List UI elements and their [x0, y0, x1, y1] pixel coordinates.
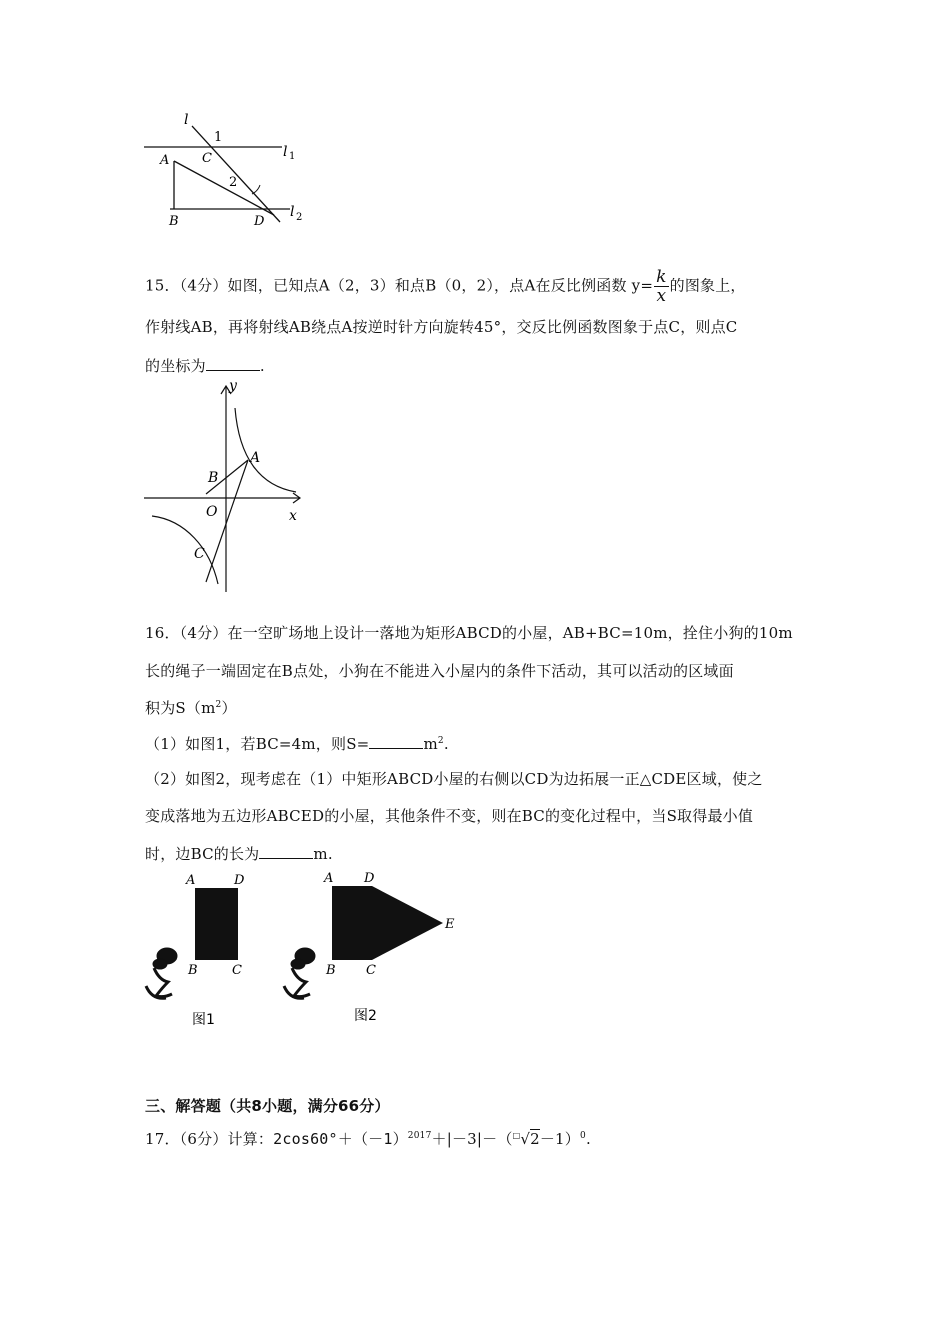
section-3-heading: 三、解答题（共8小题，满分66分）	[145, 1097, 390, 1115]
q16-part1-unit: m	[423, 735, 438, 753]
q16-part2-line3	[145, 843, 333, 864]
q15-line3	[145, 355, 265, 376]
fig14-label-2: 2	[229, 175, 238, 190]
q17-exponent: 2017	[407, 1131, 432, 1141]
fig15-label-C: C	[194, 546, 205, 562]
q16-part1-end: .	[443, 735, 449, 753]
fraction-denominator: x	[656, 286, 667, 306]
fig15-label-B: B	[208, 470, 219, 486]
q16-line1: 16．（4分）在一空旷场地上设计一落地为矩形ABCD的小屋，AB+BC=10m，拴住小狗的10m	[145, 624, 793, 642]
fig1-caption: 图1	[192, 1012, 215, 1028]
fig14-label-1: 1	[214, 130, 223, 145]
fig14-label-A: A	[160, 153, 170, 168]
fig15-axis-x: x	[289, 508, 297, 524]
q15-line3-end: .	[259, 357, 265, 375]
q17-radicand: 2	[530, 1130, 540, 1148]
fig1-label-D: D	[234, 873, 245, 888]
dog-icon	[146, 948, 177, 998]
q17-root-index: □	[512, 1131, 521, 1140]
q17-expr3: －1）	[539, 1130, 581, 1148]
q17-expr2: ＋|－3|－（	[431, 1130, 513, 1148]
figure-hyperbola	[140, 378, 310, 600]
fraction-k-over-x	[654, 268, 669, 305]
fig14-label-l1: l	[283, 144, 288, 160]
q16-line3-end: ）	[221, 699, 237, 717]
q17-text-pre: 17．（6分）计算：	[145, 1130, 274, 1148]
figure-parallel-lines	[140, 110, 315, 230]
fig1-label-B: B	[188, 963, 198, 978]
fig14-label-D: D	[254, 214, 265, 229]
q16-part1-sup: 2	[437, 736, 444, 746]
q16-part2-line1: （2）如图2，现考虑在（1）中矩形ABCD小屋的右侧以CD为边拓展一正△CDE区域，使之	[145, 770, 763, 788]
fig2-label-D: D	[364, 871, 375, 886]
fig14-label-l2-sub: 2	[296, 212, 303, 223]
q16-line3-sup: 2	[215, 700, 222, 710]
q16-part2-line3-text: 时，边BC的长为	[145, 845, 260, 863]
q16-part1	[145, 733, 449, 754]
q15-line2: 作射线AB，再将射线AB绕点A按逆时针方向旋转45°，交反比例函数图象于点C，则点C	[145, 318, 738, 336]
fig14-label-B: B	[169, 214, 179, 229]
fig14-label-l1-sub: 1	[289, 151, 296, 162]
q16-line2: 长的绳子一端固定在B点处，小狗在不能进入小屋内的条件下活动，其可以活动的区域面	[145, 662, 734, 680]
fig2-caption: 图2	[354, 1008, 377, 1024]
dog-icon	[284, 948, 315, 998]
answer-blank-q15	[206, 358, 260, 371]
fig2-label-E: E	[445, 917, 455, 932]
answer-blank-q16-2	[259, 846, 313, 859]
q16-line3	[145, 697, 237, 718]
fig15-label-O: O	[206, 504, 218, 520]
q16-part1-text: （1）如图1，若BC=4m，则S=	[145, 735, 370, 753]
q15-line1	[145, 268, 746, 305]
fig15-label-A: A	[250, 450, 261, 466]
fig14-label-l2: l	[290, 204, 295, 220]
fraction-numerator: k	[656, 267, 667, 287]
figure-2-pentagon-house	[280, 864, 470, 1034]
fig2-label-C: C	[366, 963, 376, 978]
fig2-label-A: A	[324, 871, 334, 886]
fig15-axis-y: y	[229, 378, 237, 394]
q17-end: .	[585, 1130, 591, 1148]
q15-line3-text: 的坐标为	[145, 357, 206, 375]
q17-line	[145, 1128, 591, 1149]
fig2-label-B: B	[326, 963, 336, 978]
q16-part2-line2: 变成落地为五边形ABCED的小屋，其他条件不变，则在BC的变化过程中，当S取得最小值	[145, 807, 754, 825]
fig1-label-C: C	[232, 963, 242, 978]
q15-text-pre: 15．（4分）如图，已知点A（2，3）和点B（0，2），点A在反比例函数 y=	[145, 276, 654, 295]
radical-sign-icon: √	[520, 1130, 531, 1148]
figure-1-rectangle-house	[140, 868, 260, 1038]
fig1-label-A: A	[186, 873, 196, 888]
q15-text-post: 的图象上，	[669, 276, 746, 295]
fig14-label-l: l	[184, 112, 189, 128]
q16-part2-line3-end: m.	[313, 845, 333, 863]
answer-blank-q16-1	[369, 736, 423, 749]
q16-line3-text: 积为S（m	[145, 699, 216, 717]
q17-exponent-zero: 0	[580, 1131, 586, 1141]
fig14-label-C: C	[202, 151, 212, 166]
q17-expr1: 2cos60°＋（－1）	[273, 1130, 408, 1148]
